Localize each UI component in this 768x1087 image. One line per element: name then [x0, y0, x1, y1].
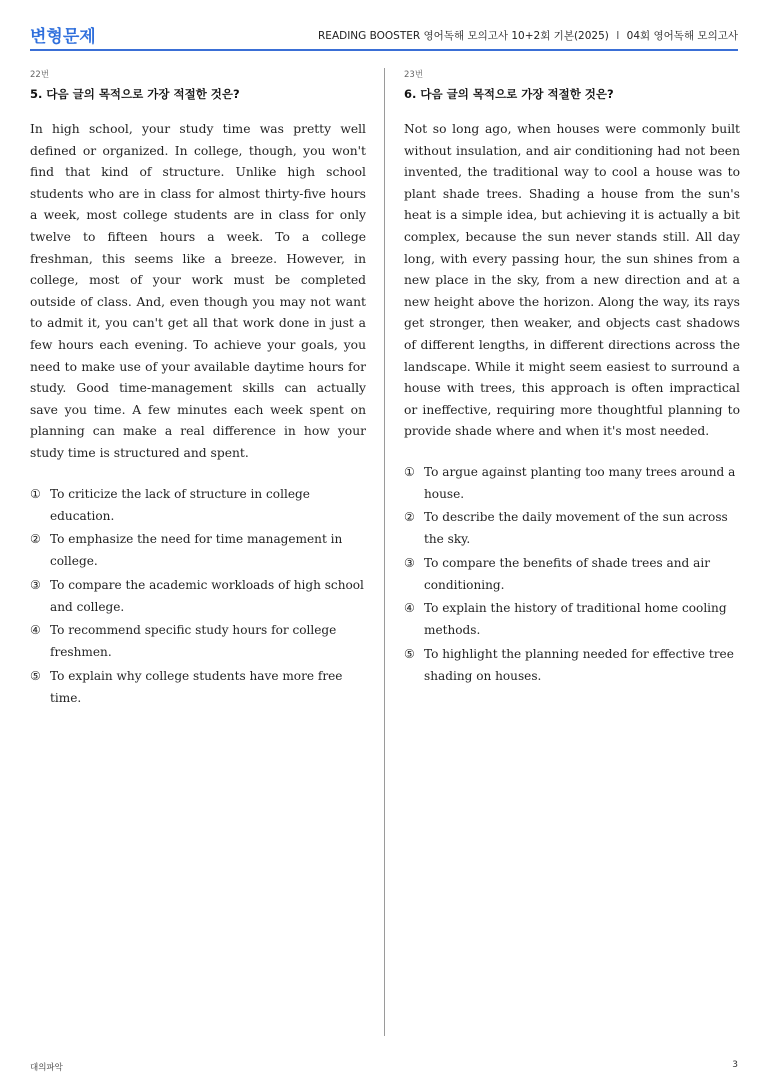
page-number: 3: [732, 1060, 738, 1070]
option-1[interactable]: [404, 461, 740, 505]
option-number: ③: [30, 577, 41, 592]
option-number: ②: [404, 510, 415, 525]
option-2[interactable]: [404, 506, 740, 550]
option-number: ④: [404, 601, 415, 616]
page-header: [30, 20, 738, 51]
option-text: To compare the benefits of shade trees and air conditioning.: [424, 555, 710, 592]
source-number: 22번: [30, 70, 50, 80]
question-6: [404, 68, 740, 688]
option-4[interactable]: [404, 597, 740, 641]
option-text: To describe the daily movement of the sun across the sky.: [424, 510, 728, 547]
passage: In high school, your study time was pretty well defined or organized. In college, though, you won't find that kind of structure. Unlike high school students who are in class for almost thirty-five hours a week, most college students are in class for only twelve to fifteen hours a week. To a college freshman, this seems like a breeze. However, in college, most of your work must be completed outside of class. And, even though you may not want to admit it, you can't get all that work done in just a few hours each evening. To achieve your goals, you need to make use of your available daytime hours for study. Good time-management skills can actually save you time. A few minutes each week spent on planning can make a real difference in how your study time is structured and spent.: [30, 122, 366, 460]
option-5[interactable]: [30, 665, 366, 709]
option-number: ⑤: [404, 646, 415, 661]
footer-section-label: 대의파악: [30, 1063, 63, 1073]
option-number: ①: [30, 486, 41, 501]
option-5[interactable]: [404, 643, 740, 687]
question-5: [30, 68, 366, 710]
option-number: ①: [404, 464, 415, 479]
option-1[interactable]: [30, 483, 366, 527]
header-info: [318, 28, 738, 43]
option-number: ②: [30, 532, 41, 546]
option-3[interactable]: [404, 552, 740, 596]
exam-title: 04회 영어독해 모의고사: [626, 30, 738, 42]
source-number: 23번: [404, 70, 424, 80]
option-number: ④: [30, 623, 41, 637]
option-text: To recommend specific study hours for college freshmen.: [50, 623, 337, 659]
option-text: To explain the history of traditional home cooling methods.: [424, 601, 727, 638]
series-title: READING BOOSTER 영어독해 모의고사 10+2회 기본(2025): [318, 30, 609, 42]
question-title: 5. 다음 글의 목적으로 가장 적절한 것은?: [30, 87, 240, 101]
option-2[interactable]: [30, 528, 366, 572]
option-text: To compare the academic workloads of high school and college.: [50, 577, 364, 614]
option-number: ③: [404, 555, 415, 570]
option-3[interactable]: [30, 574, 366, 618]
question-title: 6. 다음 글의 목적으로 가장 적절한 것은?: [404, 87, 614, 101]
brand-title: 변형문제: [30, 27, 96, 47]
answer-options: [30, 483, 366, 709]
header-separator: I: [616, 30, 620, 42]
option-text: To criticize the lack of structure in college education.: [50, 486, 310, 523]
option-text: To highlight the planning needed for effective tree shading on houses.: [424, 646, 734, 683]
column-divider: [384, 68, 385, 1036]
answer-options: [404, 461, 740, 687]
option-text: To emphasize the need for time management in college.: [50, 532, 343, 568]
option-4[interactable]: [30, 619, 366, 663]
option-text: To argue against planting too many trees around a house.: [424, 464, 736, 501]
passage: Not so long ago, when houses were commonly built without insulation, and air conditioning had not been invented, the traditional way to cool a house was to plant shade trees. Shading a house from the sun's heat is a simple idea, but achieving it is actually a bit complex, because the sun never stands still. All day long, with every passing hour, the sun shines from a new place in the sky, from a new direction and at a new height above the horizon. Along the way, its rays get stronger, then weaker, and objects cast shadows of different lengths, in different directions across the landscape. While it might seem easiest to surround a house with trees, this approach is often impractical or ineffective, requiring more thoughtful planning to provide shade where and when it's most needed.: [404, 122, 740, 439]
option-number: ⑤: [30, 668, 41, 683]
option-text: To explain why college students have more free time.: [50, 668, 343, 705]
